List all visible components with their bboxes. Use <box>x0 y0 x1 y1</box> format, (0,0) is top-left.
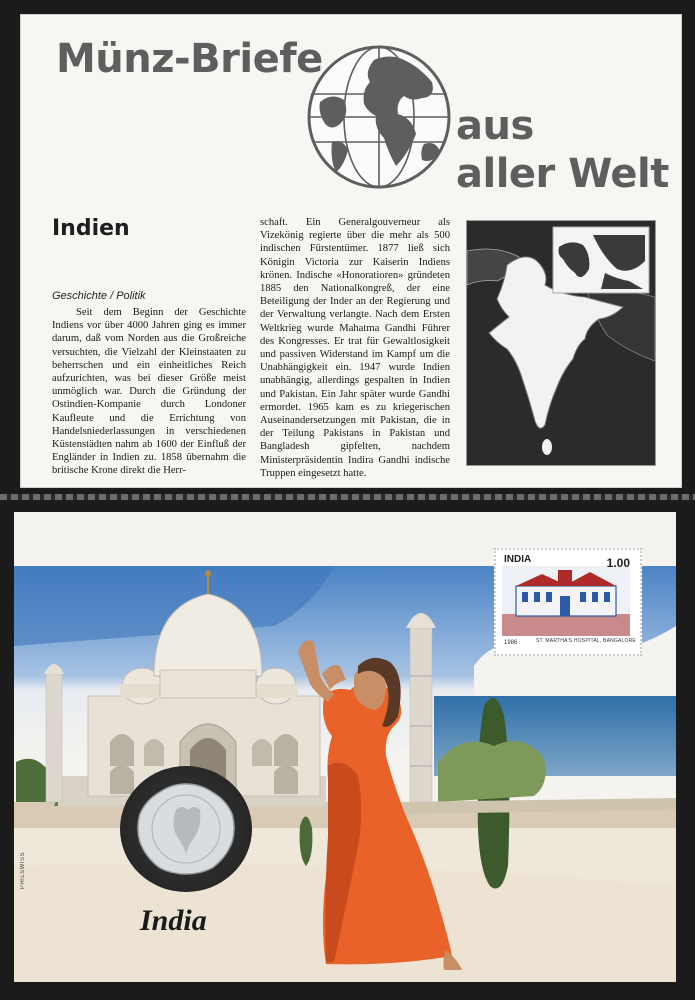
history-text-column-2: schaft. Ein Generalgouverneur als Vizekönig regierte über die mehr als 500 indischen Fürstentümer. 1877 ließ sich Königin Victoria zur Kaiserin Indiens krönen. Indische «Honoratioren» gründeten 1885 den Nationalkongreß, der eine Beteiligung der Inder an der Regierung und der Verwaltung verlangte. Nach dem Ersten Weltkrieg wurde Mahatma Gandhi Führer des Kongresses. Er trat für Gewaltlosigkeit und passiven Widerstand im Kampf um die Unabhängigkeit ein. 1947 wurde Indien unabhängig, allerdings gespalten in Indien und Pakistan. Ein Jahr später wurde Gandhi ermordet. 1965 kam es zu kriegerischen Auseinandersetzungen mit Pakistan, die in der Teilung Pakistans in Pakistan und Bangladesh gipfelten, nachdem Ministerpräsidentin Indira Gandhi indische Truppen eingesetzt hatte. <box>260 217 450 479</box>
envelope-label: India <box>140 904 207 937</box>
card-title-left: Münz-Briefe <box>56 36 323 82</box>
stamp-country: INDIA <box>504 554 532 565</box>
coin-icon <box>134 780 238 878</box>
coin-holder <box>120 766 252 892</box>
card-title-right-1: aus <box>456 103 534 149</box>
printer-mark: PHILSWISS <box>20 852 26 890</box>
section-label: Geschichte / Politik <box>52 290 146 302</box>
postage-stamp <box>494 548 642 656</box>
perforation-strip <box>0 494 695 500</box>
card-title-right-2: aller Welt <box>456 151 669 197</box>
history-text-column-1: Seit dem Beginn der Geschichte Indiens vor über 4000 Jahren ging es immer darum, daß vom Norden aus die Großreiche versuchten, die Vielzahl der Kleinstaaten zu beherrschen und ein einheitliches Reich aufzurichten, was bei dieser Größe meist unmöglich war. Durch die Gründung der Ostindien-Kompanie durch Londoner Kaufleute und die Errichtung von Handelsniederlassungen in verschiedenen Küstenstädten nahm ab 1600 der Einfluß der Engländer in Indien zu. 1858 übernahm die britische Krone direkt die Herr- <box>52 307 246 477</box>
stamp-caption: ST. MARTHA'S HOSPITAL, BANGALORE <box>536 638 636 644</box>
country-heading: Indien <box>52 216 130 241</box>
stamp-value: 1.00 <box>606 556 630 570</box>
globe-icon <box>304 42 454 192</box>
coin-envelope <box>14 512 676 982</box>
india-map-icon <box>466 220 656 466</box>
stamp-year: 1986 <box>504 640 518 646</box>
info-card <box>20 14 682 488</box>
